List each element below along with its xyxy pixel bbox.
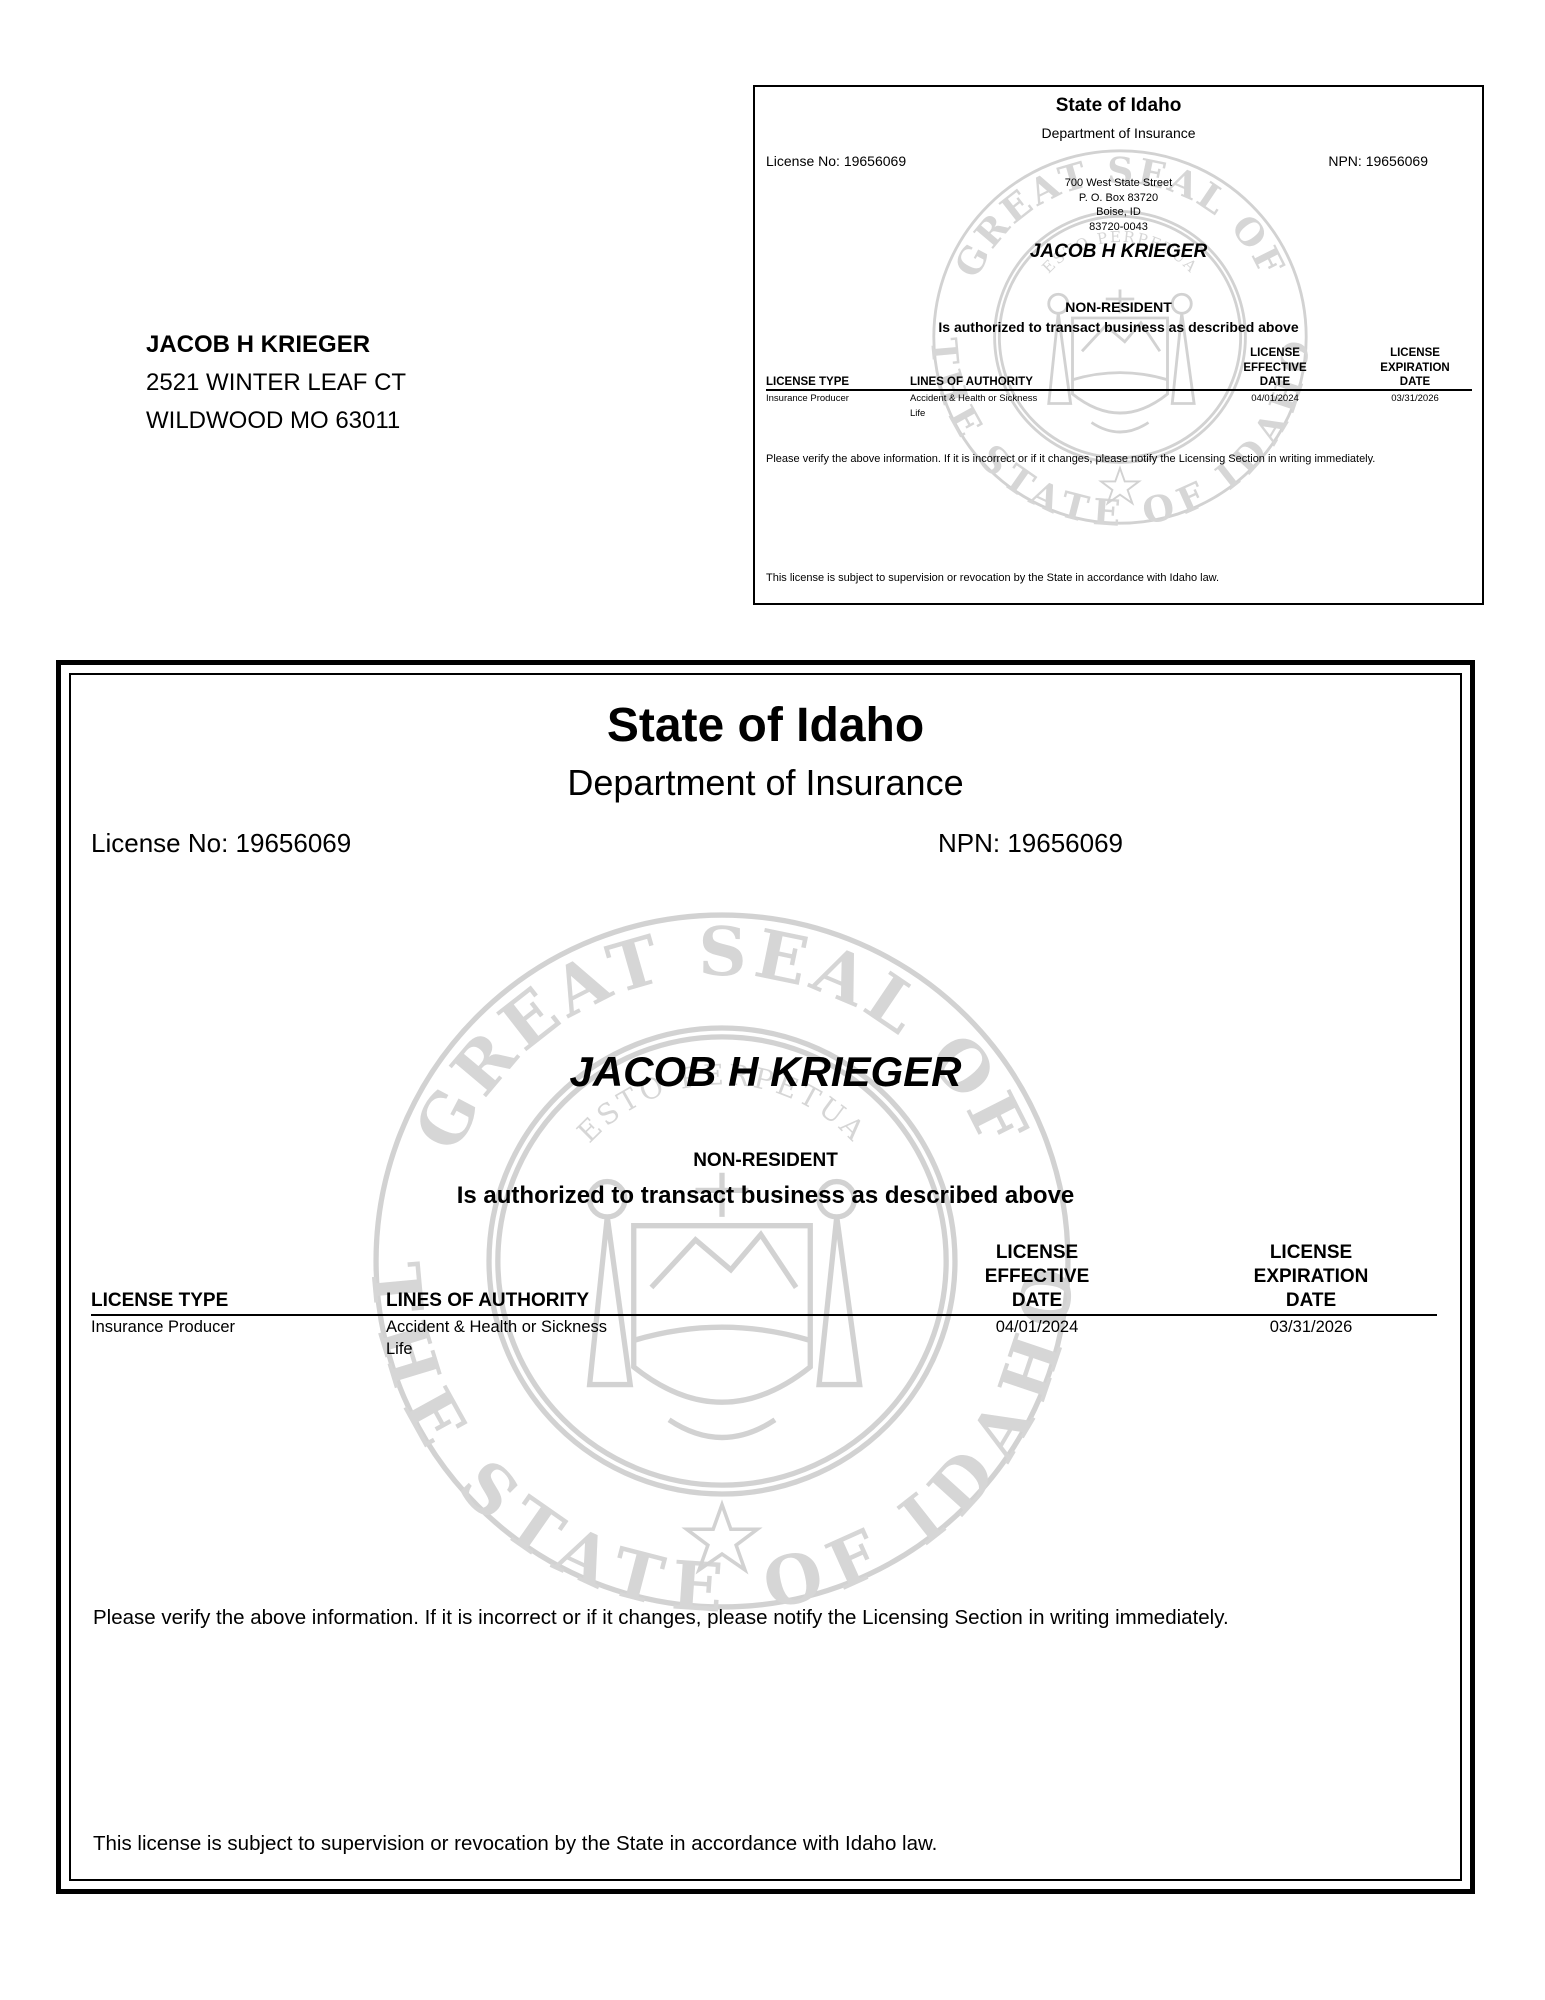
card-header-lines-of-authority: LINES OF AUTHORITY: [910, 376, 1033, 388]
header-line: DATE: [1011, 1290, 1063, 1311]
address-line: 700 West State Street: [1064, 177, 1173, 189]
card-department-address: [755, 176, 1482, 234]
license-certificate: [56, 660, 1475, 1894]
certificate-residency-status: NON-RESIDENT: [693, 1150, 838, 1171]
card-header-expiration-date: [1355, 346, 1475, 390]
certificate-license-number: License No: 19656069: [91, 828, 352, 858]
card-cell-effective-date: 04/01/2024: [1251, 393, 1299, 404]
certificate-cell-license-type: Insurance Producer: [91, 1318, 235, 1336]
recipient-city-line: WILDWOOD MO 63011: [146, 407, 401, 434]
card-cell-license-type: Insurance Producer: [766, 393, 849, 404]
header-line: LICENSE: [1269, 1242, 1353, 1263]
certificate-verify-note: Please verify the above information. If it is incorrect or if it changes, please notify the Licensing Section in writing immediately.: [93, 1606, 1229, 1629]
address-line: 83720-0043: [1089, 220, 1148, 233]
header-line: LICENSE: [1250, 347, 1300, 359]
certificate-cell-lines-of-authority: [386, 1316, 607, 1360]
card-verify-note: Please verify the above information. If it is incorrect or if it changes, please notify the Licensing Section in writing immediately.: [766, 453, 1376, 465]
certificate-npn: NPN: 19656069: [938, 828, 1124, 858]
header-line: DATE: [1285, 1290, 1337, 1311]
certificate-cell-expiration-date: 03/31/2026: [1269, 1318, 1353, 1336]
certificate-header-lines-of-authority: LINES OF AUTHORITY: [386, 1290, 590, 1311]
card-header-license-type: LICENSE TYPE: [766, 376, 850, 388]
authority-line: Life: [910, 408, 926, 419]
recipient-street: 2521 WINTER LEAF CT: [146, 369, 407, 396]
card-cell-expiration-date: 03/31/2026: [1391, 393, 1439, 404]
card-cell-lines-of-authority: [910, 391, 1037, 421]
card-supervision-note: This license is subject to supervision or revocation by the State in accordance with Idaho law.: [766, 572, 1220, 584]
card-state-title: State of Idaho: [1055, 95, 1182, 116]
header-line: LICENSE: [995, 1242, 1079, 1263]
card-residency-status: NON-RESIDENT: [1065, 299, 1172, 315]
address-line: P. O. Box 83720: [1078, 191, 1159, 204]
header-line: EFFECTIVE: [1243, 361, 1307, 374]
address-line: Boise, ID: [1096, 206, 1141, 218]
certificate-authorization-statement: Is authorized to transact business as described above: [456, 1182, 1075, 1209]
card-header-effective-date: [1225, 346, 1325, 390]
certificate-state-title: State of Idaho: [606, 699, 925, 752]
header-line: EXPIRATION: [1253, 1266, 1369, 1287]
header-line: DATE: [1259, 376, 1291, 388]
wallet-license-card: [753, 85, 1484, 605]
certificate-header-expiration-date: [1226, 1241, 1396, 1313]
certificate-department: Department of Insurance: [567, 762, 964, 803]
certificate-licensee-name: JACOB H KRIEGER: [569, 1048, 962, 1095]
recipient-name: JACOB H KRIEGER: [146, 331, 371, 358]
certificate-supervision-note: This license is subject to supervision or revocation by the State in accordance with Idaho law.: [93, 1832, 938, 1855]
authority-line: Accident & Health or Sickness: [386, 1318, 608, 1336]
header-line: EXPIRATION: [1380, 361, 1450, 374]
card-department: Department of Insurance: [1041, 125, 1196, 141]
certificate-header-effective-date: [957, 1241, 1117, 1313]
mailing-address: [146, 326, 406, 440]
card-npn: NPN: 19656069: [1328, 153, 1428, 169]
card-licensee-name: JACOB H KRIEGER: [1029, 241, 1208, 262]
authority-line: Accident & Health or Sickness: [910, 393, 1038, 404]
header-line: DATE: [1399, 376, 1431, 388]
authority-line: Life: [386, 1340, 413, 1358]
certificate-inner-frame: [69, 673, 1462, 1881]
card-license-number: License No: 19656069: [766, 153, 907, 169]
card-authorization-statement: Is authorized to transact business as described above: [938, 319, 1299, 335]
header-line: EFFECTIVE: [984, 1266, 1090, 1287]
header-line: LICENSE: [1390, 347, 1440, 359]
certificate-header-license-type: LICENSE TYPE: [91, 1290, 229, 1311]
certificate-cell-effective-date: 04/01/2024: [995, 1318, 1079, 1336]
